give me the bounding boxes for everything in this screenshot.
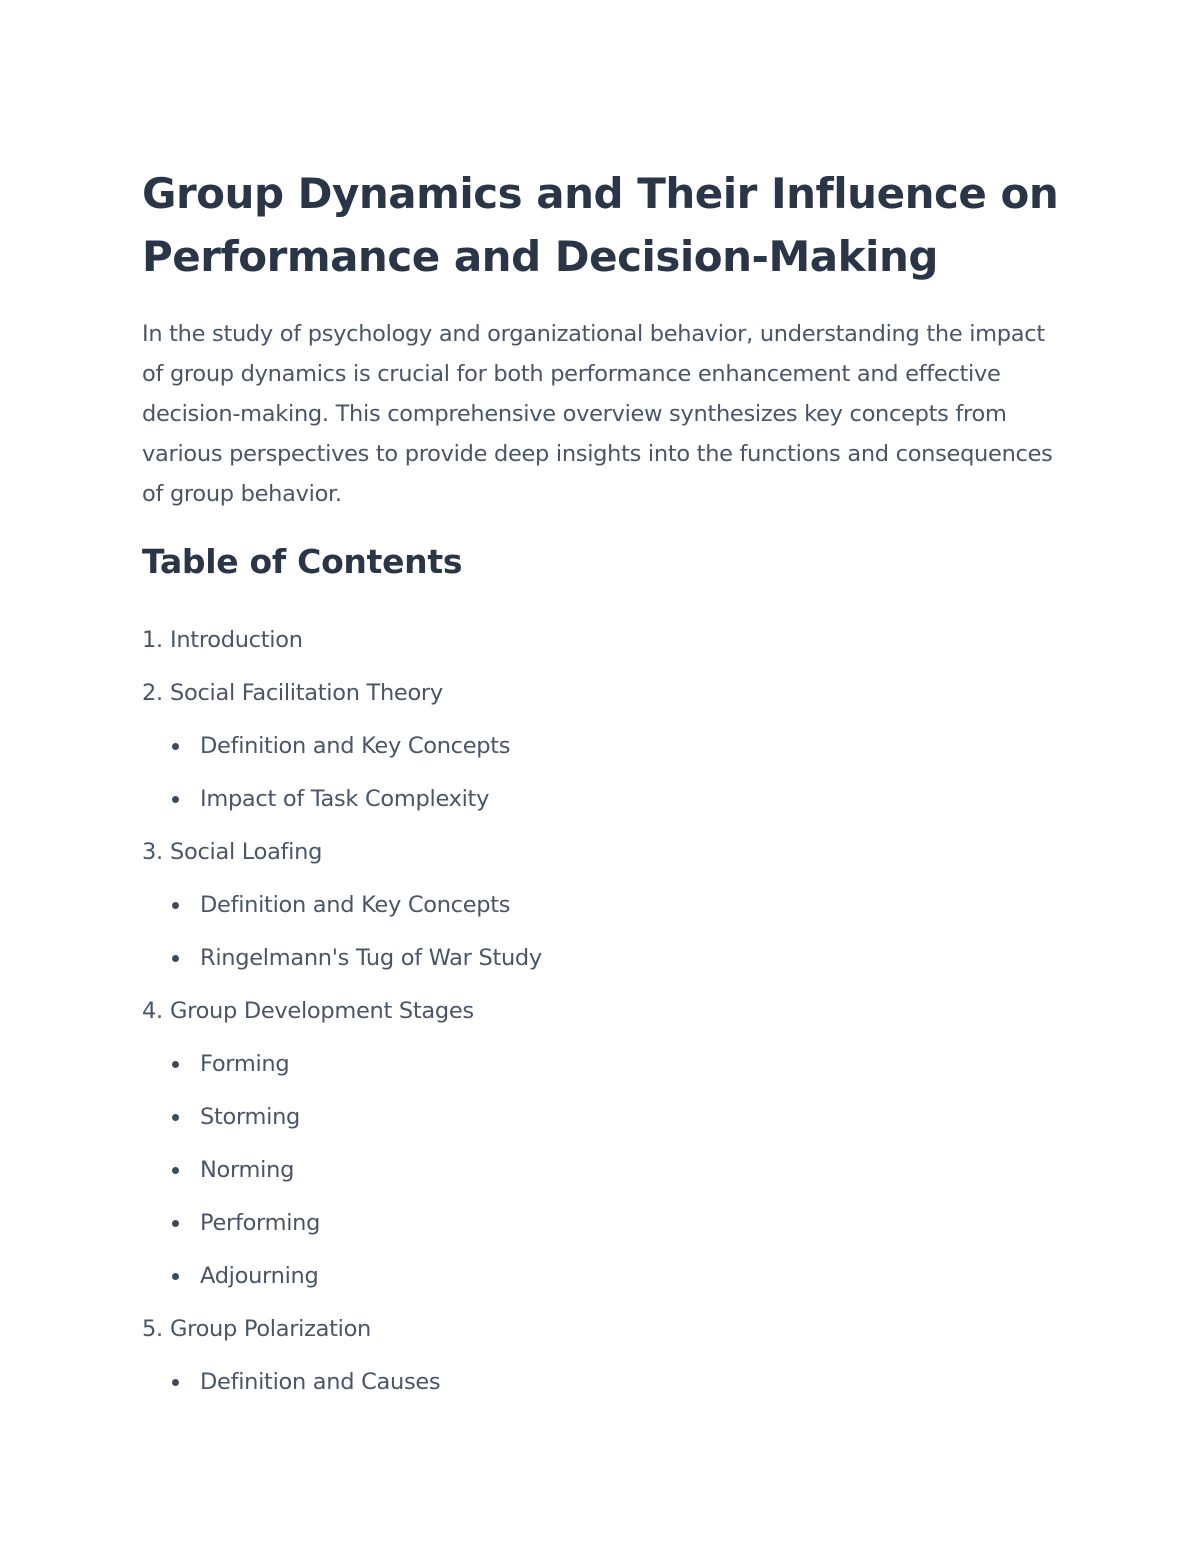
toc-subitem-label: Impact of Task Complexity (200, 786, 490, 812)
toc-item-number: 3. (142, 839, 163, 865)
bullet-icon (172, 1114, 179, 1121)
bullet-icon (172, 1061, 179, 1068)
toc-subitem[interactable] (142, 932, 1062, 985)
toc-sublist (142, 1038, 1062, 1303)
toc-subitem-label: Storming (200, 1104, 301, 1130)
toc-item-number: 2. (142, 680, 163, 706)
document-title: Group Dynamics and Their Influence on Performance and Decision-Making (142, 169, 1059, 281)
toc-item-group-polarization[interactable] (142, 1303, 1062, 1409)
bullet-icon (172, 1220, 179, 1227)
toc-subitem-label: Norming (200, 1157, 295, 1183)
toc-heading: Table of Contents (142, 542, 463, 581)
toc-subitem[interactable] (142, 1144, 1062, 1197)
table-of-contents (142, 614, 1062, 1409)
document-page (142, 162, 1062, 1409)
toc-subitem[interactable] (142, 720, 1062, 773)
toc-subitem[interactable] (142, 1250, 1062, 1303)
intro-paragraph: In the study of psychology and organizational behavior, understanding the impact of group dynamics is crucial for both performance enhancement and effective decision-making. This comprehensive overview synthesizes key concepts from various perspectives to provide deep insights into the functions and consequences of group behavior. (142, 321, 1053, 507)
toc-subitem-label: Adjourning (200, 1263, 319, 1289)
toc-subitem-label: Performing (200, 1210, 321, 1236)
toc-subitem-label: Ringelmann's Tug of War Study (200, 945, 542, 971)
toc-sublist (142, 1356, 1062, 1409)
toc-item-label: Group Polarization (170, 1316, 372, 1342)
toc-subitem-label: Forming (200, 1051, 290, 1077)
toc-subitem[interactable] (142, 1197, 1062, 1250)
bullet-icon (172, 955, 179, 962)
toc-item-number: 4. (142, 998, 163, 1024)
toc-item-introduction[interactable] (142, 614, 1062, 667)
toc-item-group-development[interactable] (142, 985, 1062, 1303)
toc-item-social-loafing[interactable] (142, 826, 1062, 985)
toc-item-label: Introduction (170, 627, 303, 653)
toc-item-label: Social Loafing (170, 839, 323, 865)
toc-subitem[interactable] (142, 1356, 1062, 1409)
bullet-icon (172, 1167, 179, 1174)
toc-subitem[interactable] (142, 1091, 1062, 1144)
toc-subitem[interactable] (142, 773, 1062, 826)
bullet-icon (172, 743, 179, 750)
bullet-icon (172, 902, 179, 909)
toc-item-number: 1. (142, 627, 163, 653)
toc-subitem-label: Definition and Key Concepts (200, 892, 511, 918)
toc-subitem-label: Definition and Causes (200, 1369, 441, 1395)
toc-sublist (142, 720, 1062, 826)
toc-sublist (142, 879, 1062, 985)
bullet-icon (172, 1379, 179, 1386)
toc-item-label: Social Facilitation Theory (170, 680, 443, 706)
bullet-icon (172, 796, 179, 803)
toc-item-social-facilitation[interactable] (142, 667, 1062, 826)
toc-item-number: 5. (142, 1316, 163, 1342)
toc-subitem[interactable] (142, 879, 1062, 932)
toc-subitem-label: Definition and Key Concepts (200, 733, 511, 759)
toc-item-label: Group Development Stages (170, 998, 474, 1024)
bullet-icon (172, 1273, 179, 1280)
toc-subitem[interactable] (142, 1038, 1062, 1091)
